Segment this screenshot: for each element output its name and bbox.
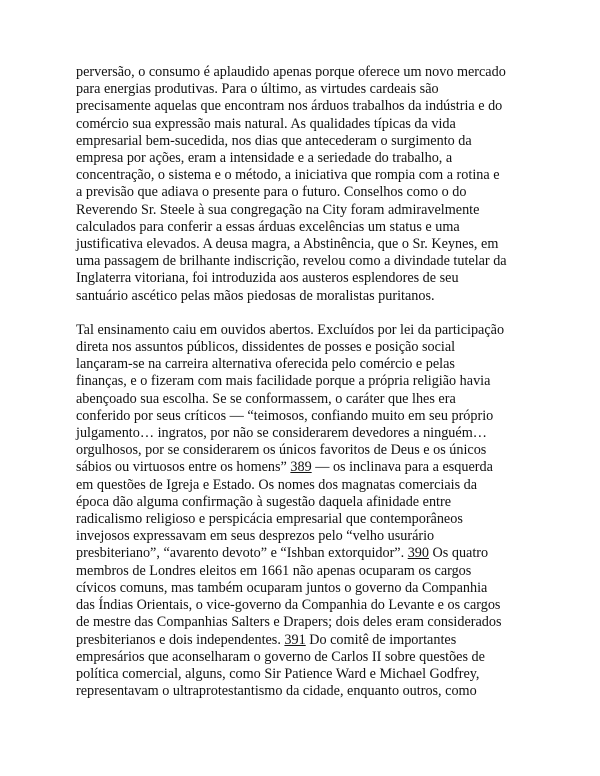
paragraph-text-segment: — os inclinava para a esquerda em questões de Igreja e Estado. Os nomes dos magnatas comerciais da época dão alguma confirmação à sugestão daquela afinidade entre radicalismo religioso e perspicácia empresarial que contemporâneos invejosos expressavam em seus desprezos pelo “velho usurário presbiteriano”, “avarento devoto” e “Ishban extorquidor”. xyxy=(76,459,493,562)
footnote-link-391[interactable]: 391 xyxy=(284,631,306,648)
paragraph-dissenters-commerce xyxy=(76,322,536,700)
footnote-link-390[interactable]: 390 xyxy=(407,545,429,562)
paragraph-text-segment: Os quatro membros de Londres eleitos em 1661 não apenas ocuparam os cargos cívicos comuns, mas também ocuparam juntos o governo da Companhia das Índias Orientais, o vice-governo da Companhia do Levante e os cargos de mestre das Companhias Salters e Drapers; dois deles eram considerados presbiterianos e dois independentes. xyxy=(76,545,502,648)
paragraph-text-segment: Do comitê de importantes empresários que aconselharam o governo de Carlos II sobre questões de política comercial, alguns, como Sir Patience Ward e Michael Godfrey, representavam o ultraprotestantismo da cidade, enquanto outros, como xyxy=(76,631,485,700)
paragraph-consumption-virtues: perversão, o consumo é aplaudido apenas porque oferece um novo mercado para energias produtivas. Para o último, as virtudes cardeais são precisamente aquelas que encontram nos árduos trabalhos da indústria e do comércio sua expressão mais natural. As qualidades típicas da vida empresarial bem-sucedida, nos dias que antecederam o surgimento da empresa por ações, eram a intensidade e a seriedade do trabalho, a concentração, o sistema e o método, a iniciativa que rompia com a rotina e a previsão que adiava o presente para o futuro. Conselhos como o do Reverendo Sr. Steele à sua congregação na City foram admiravelmente calculados para conferir a essas árduas excelências um status e uma justificativa elevados. A deusa magra, a Abstinência, que o Sr. Keynes, em uma passagem de brilhante indiscrição, revelou como a divindade tutelar da Inglaterra vitoriana, foi introduzida aos austeros esplendores de seu santuário ascético pelas mãos piedosas de moralistas puritanos. xyxy=(76,64,507,304)
paragraph-text-segment: Tal ensinamento caiu em ouvidos abertos. Excluídos por lei da participação direta nos assuntos públicos, dissidentes de posses e posição social lançaram-se na carreira alternativa oferecida pelo comércio e pelas finanças, e o fizeram com mais facilidade porque a própria religião havia abençoado sua escolha. Se se conformassem, o caráter que lhes era conferido por seus críticos — “teimosos, confiando muito em seu próprio julgamento… ingratos, por não se considerarem devedores a ninguém… orgulhosos, por se considerarem os únicos favoritos de Deus e os únicos sábios ou virtuosos entre os homens” xyxy=(76,321,505,476)
document-page xyxy=(76,64,536,700)
footnote-link-389[interactable]: 389 xyxy=(290,459,312,476)
